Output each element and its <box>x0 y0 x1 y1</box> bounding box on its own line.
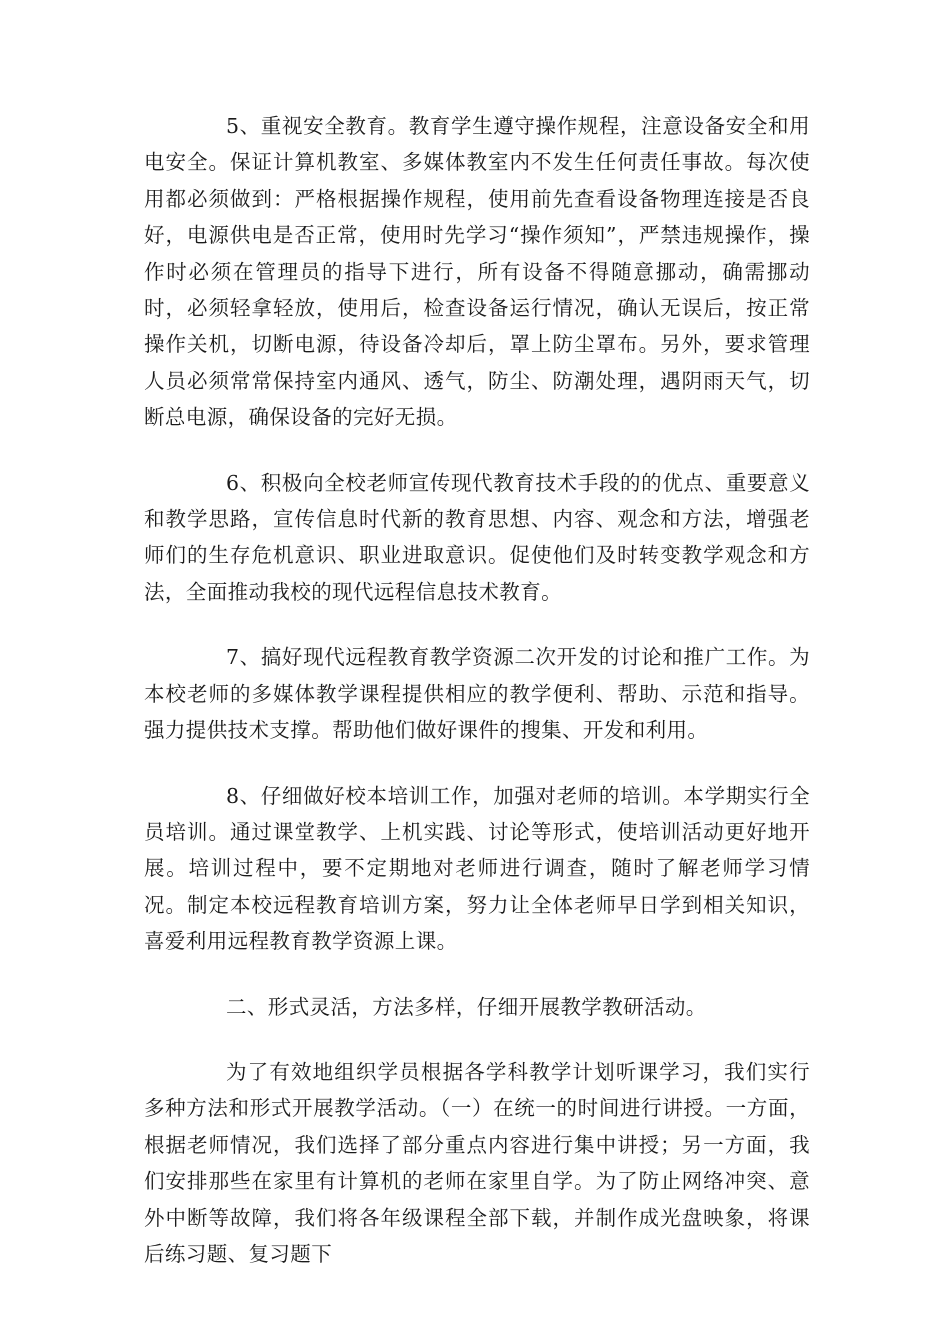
paragraph-organize-learning: 为了有效地组织学员根据各学科教学计划听课学习，我们实行多种方法和形式开展教学活动。（一）在统一的时间进行讲授。一方面，根据老师情况，我们选择了部分重点内容进行集中讲授；另一方面，我们安排那些在家里有计算机的老师在家里自学。为了防止网络冲突、意外中断等故障，我们将各年级课程全部下载，并制作成光盘映象，将课后练习题、复习题下 <box>144 1059 810 1266</box>
paragraph-promote-modern-education: 6、积极向全校老师宣传现代教育技术手段的的优点、重要意义和教学思路，宣传信息时代新的教育思想、内容、观念和方法，增强老师们的生存危机意识、职业进取意识。促使他们及时转变教学观念和方法，全面推动我校的现代远程信息技术教育。 <box>144 470 810 604</box>
document-body <box>144 108 810 1301</box>
paragraph-safety-education: 5、重视安全教育。教育学生遵守操作规程，注意设备安全和用电安全。保证计算机教室、多媒体教室内不发生任何责任事故。每次使用都必须做到：严格根据操作规程，使用前先查看设备物理连接是否良好，电源供电是否正常，使用时先学习“操作须知”，严禁违规操作，操作时必须在管理员的指导下进行，所有设备不得随意挪动，确需挪动时，必须轻拿轻放，使用后，检查设备运行情况，确认无误后，按正常操作关机，切断电源，待设备冷却后，罩上防尘罩布。另外，要求管理人员必须常常保持室内通风、透气，防尘、防潮处理，遇阴雨天气，切断总电源，确保设备的完好无损。 <box>144 114 810 430</box>
paragraph-resource-development: 7、搞好现代远程教育教学资源二次开发的讨论和推广工作。为本校老师的多媒体教学课程提供相应的教学便利、帮助、示范和指导。强力提供技术支撑。帮助他们做好课件的搜集、开发和利用。 <box>144 645 810 743</box>
section-heading-teaching-activities: 二、形式灵活，方法多样，仔细开展教学教研活动。 <box>226 994 707 1019</box>
paragraph-school-training: 8、仔细做好校本培训工作，加强对老师的培训。本学期实行全员培训。通过课堂教学、上机实践、讨论等形式，使培训活动更好地开展。培训过程中，要不定期地对老师进行调查，随时了解老师学习情况。制定本校远程教育培训方案，努力让全体老师早日学到相关知识，喜爱利用远程教育教学资源上课。 <box>144 783 810 954</box>
